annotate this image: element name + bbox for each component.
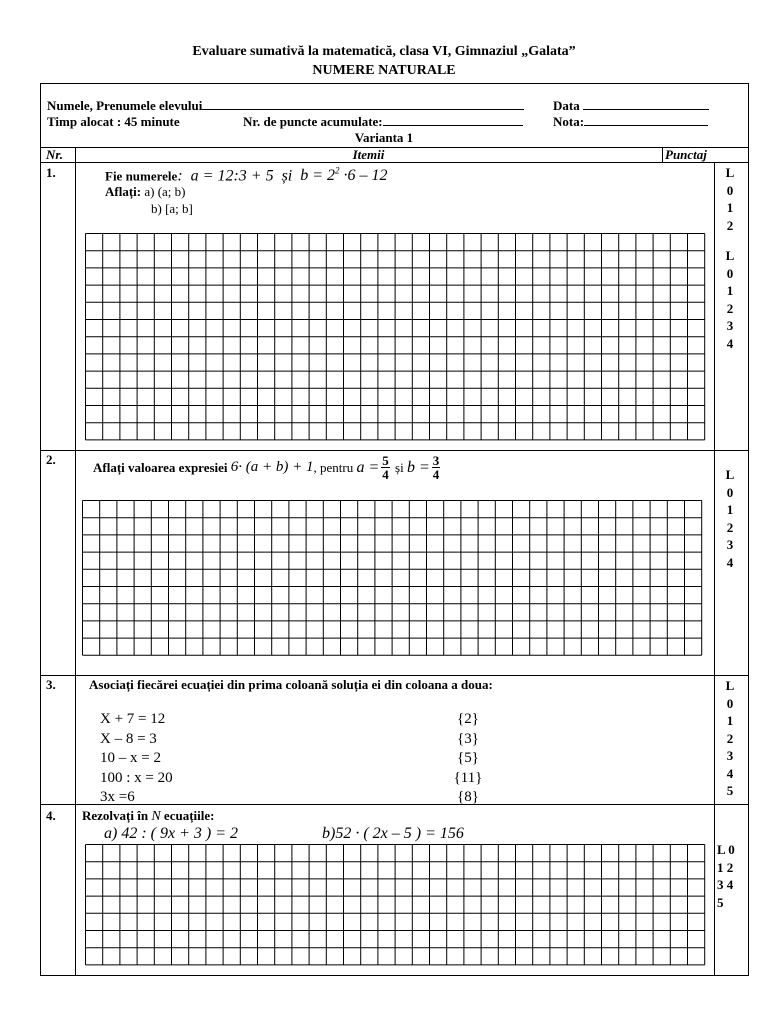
points-row (243, 114, 523, 130)
item-2-b-label: b = (406, 458, 430, 476)
item-2-answer-grid[interactable] (82, 500, 708, 672)
item-3-levels: L 0 1 2 3 4 5 (725, 678, 735, 798)
item-2-levels: L 0 1 2 3 4 (725, 467, 735, 570)
equation-2: X – 8 = 3 (100, 730, 157, 747)
student-name-label: Numele, Prenumele elevului (47, 98, 203, 113)
nr-column-divider (75, 147, 76, 976)
item-2-b-fraction: $\frac{3}{4}$ (432, 453, 440, 482)
item-2-a-fraction: $\frac{5}{4}$ (382, 453, 389, 482)
item-1-find-row (105, 184, 186, 200)
item-4-eq-a: a) 42 : ( 9x + 3 ) = 2 (104, 825, 239, 842)
column-items: Itemii (352, 147, 385, 162)
item-2-a-label: a = (356, 458, 380, 476)
item-2-statement (93, 454, 442, 481)
grade-row (553, 114, 708, 130)
item-1-math-a: a = 12:3 + 5 (190, 167, 274, 185)
date-row (553, 98, 709, 114)
item-2-number: 2. (46, 452, 56, 467)
item-2-and: și (395, 459, 404, 475)
date-label: Data (553, 98, 580, 113)
item-3-solutions (448, 710, 488, 808)
score-header-divider (662, 147, 663, 162)
item-2-text: Aflați valoarea expresiei (93, 459, 228, 475)
equation-3: 10 – x = 2 (100, 750, 161, 766)
item-3-number: 3. (46, 677, 56, 692)
item-2-expression: 6· (a + b) + 1 (230, 459, 314, 475)
column-score: Punctaj (665, 147, 707, 162)
row-divider-1 (40, 450, 749, 451)
item-4-text-pre: Rezolvați în (82, 808, 149, 823)
item-3-text: Asociați fiecărei ecuației din prima coloană soluția ei din coloana a doua: (89, 677, 493, 692)
item-2-for-word: , pentru (313, 459, 354, 475)
document-title: Evaluare sumativă la matematică, clasa VI, Gimnaziul „Galata” (192, 44, 576, 59)
column-nr: Nr. (46, 147, 63, 162)
item-4-number: 4. (46, 808, 56, 823)
item-1-and: și (281, 167, 293, 185)
student-name-field[interactable] (202, 98, 524, 110)
item-1-math-b: $b = 2^2 \cdot 6 - 12$ (300, 166, 388, 185)
item-1-levels-bottom: L 0 1 2 3 4 (725, 248, 735, 351)
variant-label: Varianta 1 (354, 130, 414, 145)
item-1-part-a: a) (a; b) (144, 184, 186, 199)
points-field[interactable] (383, 114, 523, 126)
item-1-intro: Fie numerele (105, 168, 178, 184)
item-3-equations (100, 710, 173, 808)
grade-label: Nota: (553, 114, 585, 129)
item-1-part-b: b) [a; b] (151, 201, 193, 216)
equation-1: X + 7 = 12 (100, 711, 166, 727)
item-1-number: 1. (46, 165, 56, 180)
item-4-text-post: ecuațiile: (163, 808, 215, 823)
solution-1: {2} (457, 711, 479, 727)
row-divider-2 (40, 675, 749, 676)
grid-lines (86, 845, 705, 965)
item-4-statement (82, 808, 214, 825)
time-label: Timp alocat : 45 minute (47, 114, 180, 129)
solution-3: {5} (457, 750, 479, 766)
item-4-set: N (151, 809, 161, 824)
item-1-find-label: Aflați: (105, 184, 142, 199)
date-field[interactable] (583, 98, 709, 110)
item-1-levels-top: L 0 1 2 (725, 165, 735, 233)
points-label: Nr. de puncte acumulate: (243, 114, 383, 129)
item-4-answer-grid[interactable] (85, 844, 707, 968)
equation-5: 3x =6 (100, 789, 135, 805)
solution-5: {8} (457, 789, 479, 805)
item-4-eq-b: b)52 · ( 2x – 5 ) = 156 (322, 825, 464, 842)
grid-lines (86, 234, 705, 440)
item-1-answer-grid[interactable] (85, 233, 706, 444)
item-4-levels: L 0 1 2 3 4 5 (717, 842, 735, 910)
solution-4: {11} (453, 769, 483, 786)
student-name-row (47, 98, 524, 114)
grade-field[interactable] (584, 114, 708, 126)
document-subtitle: NUMERE NATURALE (312, 63, 456, 78)
solution-2: {3} (457, 730, 479, 747)
grid-lines (83, 501, 702, 656)
equation-4: 100 : x = 20 (100, 769, 173, 786)
item-1-statement: Fie numerele: a = 12:3 + 5 și $b = 2^2 \cdot 6 - 12$ (105, 166, 388, 185)
